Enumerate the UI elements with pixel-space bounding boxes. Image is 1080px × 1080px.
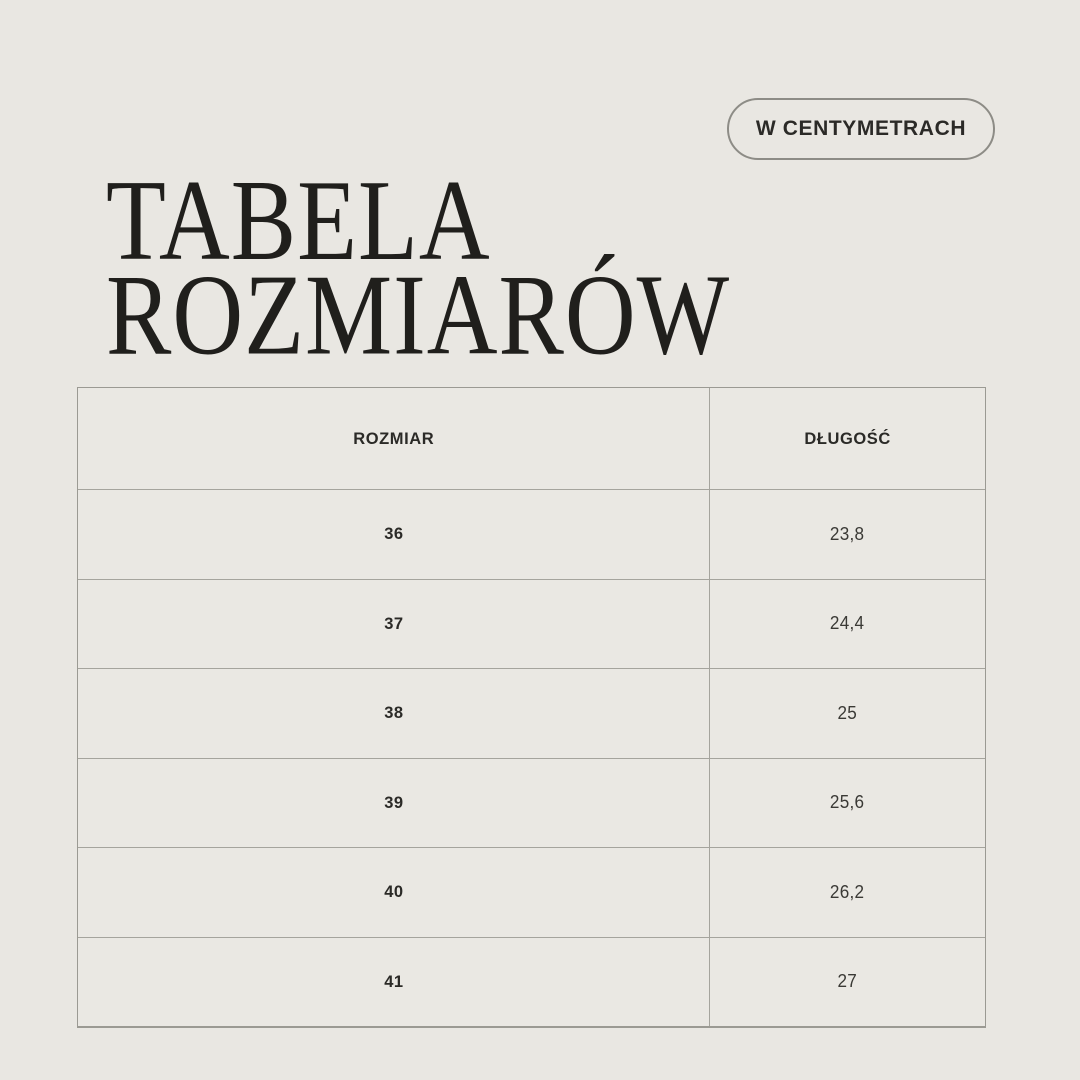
table-row — [78, 579, 985, 669]
unit-badge-label: W CENTYMETRACH — [755, 117, 967, 140]
table-row — [78, 847, 985, 937]
size-value: 39 — [383, 792, 404, 812]
page-title — [106, 157, 731, 380]
size-cell — [78, 490, 710, 579]
header-label-dlugosc: DŁUGOŚĆ — [804, 428, 891, 448]
size-cell — [78, 669, 710, 758]
table-row — [78, 758, 985, 848]
size-value: 40 — [383, 882, 404, 902]
size-value: 38 — [383, 703, 404, 723]
header-label-rozmiar: ROZMIAR — [352, 428, 435, 448]
size-cell — [78, 759, 710, 848]
length-cell — [710, 669, 985, 758]
header-cell-rozmiar — [78, 388, 710, 489]
size-value: 37 — [383, 613, 404, 633]
length-value: 24,4 — [830, 613, 865, 634]
size-cell — [78, 848, 710, 937]
length-value: 25,6 — [830, 792, 865, 813]
size-value: 41 — [383, 971, 404, 991]
page-title-line1: TABELA — [106, 157, 491, 285]
length-value: 26,2 — [830, 881, 865, 902]
size-cell — [78, 580, 710, 669]
length-cell — [710, 848, 985, 937]
length-value: 25 — [837, 702, 858, 723]
size-table — [77, 387, 986, 1028]
length-cell — [710, 938, 985, 1027]
page-title-line2: ROZMIARÓW — [106, 251, 731, 380]
table-row — [78, 668, 985, 758]
size-cell — [78, 938, 710, 1027]
unit-badge — [727, 98, 995, 160]
length-value: 23,8 — [830, 523, 865, 544]
length-cell — [710, 759, 985, 848]
length-cell — [710, 580, 985, 669]
length-cell — [710, 490, 985, 579]
size-value: 36 — [383, 524, 404, 544]
table-row — [78, 489, 985, 579]
length-value: 27 — [837, 971, 858, 992]
table-header-row — [78, 388, 985, 489]
table-row — [78, 937, 985, 1027]
header-cell-dlugosc — [710, 388, 985, 489]
